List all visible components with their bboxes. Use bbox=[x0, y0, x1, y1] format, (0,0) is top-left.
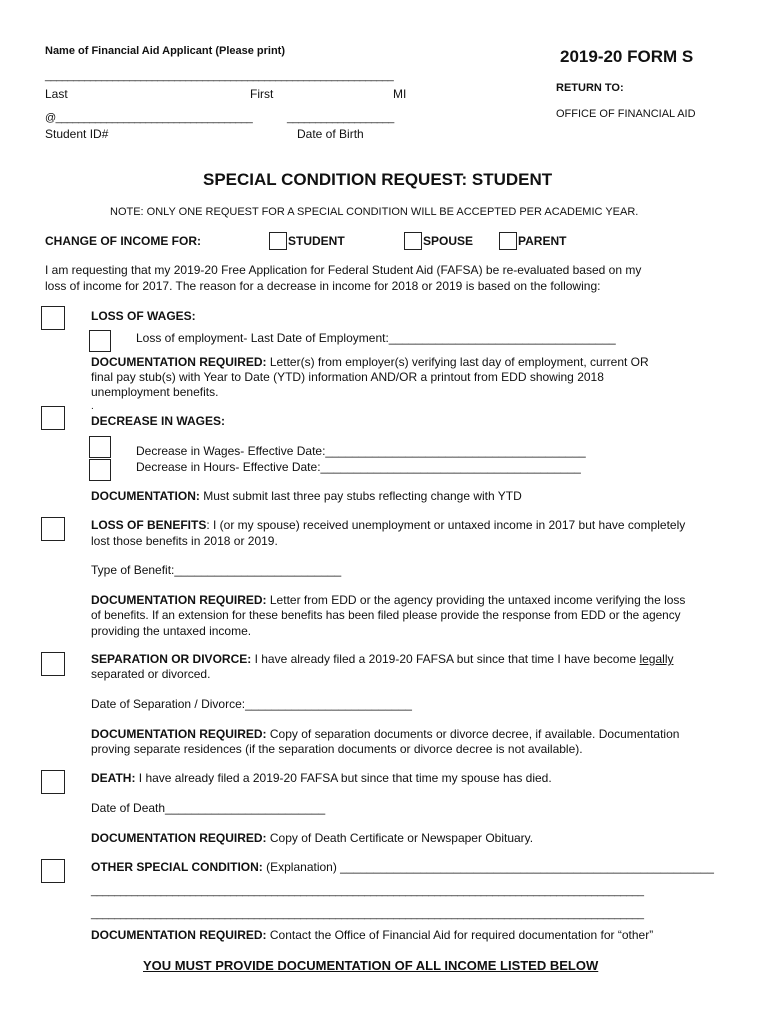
doc-required-label: DOCUMENTATION REQUIRED: bbox=[91, 355, 267, 369]
loss-of-wages-heading: LOSS OF WAGES: bbox=[91, 309, 196, 323]
separation-date: Date of Separation / Divorce:_________________________ bbox=[91, 697, 412, 711]
parent-option-label: PARENT bbox=[518, 234, 567, 248]
loss-of-wages-checkbox[interactable] bbox=[41, 306, 65, 330]
separation-doc-line-1 bbox=[91, 727, 679, 741]
loss-of-benefits-heading: LOSS OF BENEFITS bbox=[91, 518, 207, 532]
office-label: OFFICE OF FINANCIAL AID bbox=[556, 108, 696, 120]
loss-benefits-line-1 bbox=[91, 518, 685, 532]
loss-benefits-doc-line-3: providing the untaxed income. bbox=[91, 624, 252, 638]
page-title: SPECIAL CONDITION REQUEST: STUDENT bbox=[203, 170, 553, 189]
change-income-label: CHANGE OF INCOME FOR: bbox=[45, 234, 201, 248]
return-to-label: RETURN TO: bbox=[556, 82, 624, 94]
documentation-label: DOCUMENTATION: bbox=[91, 489, 200, 503]
death-text: I have already filed a 2019-20 FAFSA but since that time my spouse has died. bbox=[135, 771, 552, 785]
decrease-in-wages-heading: DECREASE IN WAGES: bbox=[91, 414, 226, 428]
decrease-wages-doc bbox=[91, 489, 522, 503]
doc-text: Letter from EDD or the agency providing the untaxed income verifying the loss bbox=[266, 593, 686, 607]
death-heading: DEATH: bbox=[91, 771, 136, 785]
last-label: Last bbox=[45, 87, 68, 101]
doc-text: Copy of Death Certificate or Newspaper Obituary. bbox=[266, 831, 534, 845]
loss-benefits-doc-line-2: of benefits. If an extension for these benefits has been filed please provide the response from EDD or the agency bbox=[91, 608, 681, 622]
decrease-hours-item: Decrease in Hours- Effective Date:_______________________________________ bbox=[136, 460, 581, 474]
separation-doc-line-2: proving separate residences (if the separation documents or divorce decree is not available). bbox=[91, 742, 583, 756]
loss-benefits-line-2: lost those benefits in 2018 or 2019. bbox=[91, 534, 278, 548]
spouse-checkbox[interactable] bbox=[404, 232, 422, 250]
decrease-wages-checkbox[interactable] bbox=[89, 436, 111, 458]
separation-heading: SEPARATION OR DIVORCE: bbox=[91, 652, 252, 666]
intro-line-2: loss of income for 2017. The reason for a decrease in income for 2018 or 2019 is based on the following: bbox=[45, 279, 601, 293]
student-option-label: STUDENT bbox=[288, 234, 345, 248]
other-explanation: (Explanation) ________________________________________________________ bbox=[262, 860, 714, 874]
first-label: First bbox=[250, 87, 274, 101]
other-line-2[interactable]: _______________________________________________________________________________________________ bbox=[91, 885, 644, 897]
student-checkbox[interactable] bbox=[269, 232, 287, 250]
separation-line-2: separated or divorced. bbox=[91, 667, 211, 681]
doc-required-label: DOCUMENTATION REQUIRED: bbox=[91, 593, 267, 607]
death-doc bbox=[91, 831, 533, 845]
other-line-1 bbox=[91, 860, 714, 874]
loss-wages-doc-line-3: unemployment benefits. bbox=[91, 385, 219, 399]
parent-checkbox[interactable] bbox=[499, 232, 517, 250]
decrease-hours-checkbox[interactable] bbox=[89, 459, 111, 481]
decrease-wages-item: Decrease in Wages- Effective Date:_______________________________________ bbox=[136, 444, 586, 458]
loss-benefits-text: : I (or my spouse) received unemployment or untaxed income in 2017 but have completely bbox=[206, 518, 686, 532]
separation-checkbox[interactable] bbox=[41, 652, 65, 676]
legally-word: legally bbox=[639, 652, 674, 666]
death-checkbox[interactable] bbox=[41, 770, 65, 794]
other-heading: OTHER SPECIAL CONDITION: bbox=[91, 860, 263, 874]
spouse-option-label: SPOUSE bbox=[423, 234, 474, 248]
note: NOTE: ONLY ONE REQUEST FOR A SPECIAL CONDITION WILL BE ACCEPTED PER ACADEMIC YEAR. bbox=[110, 206, 639, 218]
form-title: 2019-20 FORM S bbox=[560, 47, 694, 66]
loss-wages-doc-line-1 bbox=[91, 355, 649, 369]
type-of-benefit: Type of Benefit:_________________________ bbox=[91, 563, 342, 577]
death-date: Date of Death________________________ bbox=[91, 801, 326, 815]
footer-notice: YOU MUST PROVIDE DOCUMENTATION OF ALL INCOME LISTED BELOW bbox=[143, 958, 599, 973]
student-id-line[interactable]: @___________________________________ bbox=[45, 112, 253, 124]
doc-text: Letter(s) from employer(s) verifying last day of employment, current OR bbox=[266, 355, 649, 369]
decrease-in-wages-checkbox[interactable] bbox=[41, 406, 65, 430]
doc-required-label: DOCUMENTATION REQUIRED: bbox=[91, 928, 267, 942]
loss-benefits-doc-line-1 bbox=[91, 593, 685, 607]
separation-line-1 bbox=[91, 652, 674, 666]
mi-label: MI bbox=[393, 87, 407, 101]
death-line-1 bbox=[91, 771, 552, 785]
student-id-label: Student ID# bbox=[45, 127, 109, 141]
doc-required-label: DOCUMENTATION REQUIRED: bbox=[91, 831, 267, 845]
other-condition-checkbox[interactable] bbox=[41, 859, 65, 883]
loss-of-benefits-checkbox[interactable] bbox=[41, 517, 65, 541]
dob-line[interactable]: ___________________ bbox=[287, 112, 394, 124]
doc-text: Contact the Office of Financial Aid for required documentation for “other” bbox=[266, 928, 654, 942]
loss-of-employment-item: Loss of employment- Last Date of Employment:__________________________________ bbox=[136, 331, 616, 345]
other-doc bbox=[91, 928, 653, 942]
loss-of-employment-checkbox[interactable] bbox=[89, 330, 111, 352]
separation-text: I have already filed a 2019-20 FAFSA but since that time I have become bbox=[251, 652, 640, 666]
doc-text: Copy of separation documents or divorce decree, if available. Documentation bbox=[266, 727, 680, 741]
doc-required-label: DOCUMENTATION REQUIRED: bbox=[91, 727, 267, 741]
applicant-label: Name of Financial Aid Applicant (Please print) bbox=[45, 45, 286, 57]
stray-dot: . bbox=[91, 401, 94, 412]
intro-line-1: I am requesting that my 2019-20 Free Application for Federal Student Aid (FAFSA) be re-evaluated based on my bbox=[45, 263, 642, 277]
name-line[interactable]: ______________________________________________________________ bbox=[45, 70, 394, 82]
other-line-3[interactable]: _______________________________________________________________________________________________ bbox=[91, 908, 644, 920]
doc-text: Must submit last three pay stubs reflecting change with YTD bbox=[199, 489, 522, 503]
dob-label: Date of Birth bbox=[297, 127, 364, 141]
loss-wages-doc-line-2: final pay stub(s) with Year to Date (YTD) information AND/OR a printout from EDD showing 2018 bbox=[91, 370, 604, 384]
